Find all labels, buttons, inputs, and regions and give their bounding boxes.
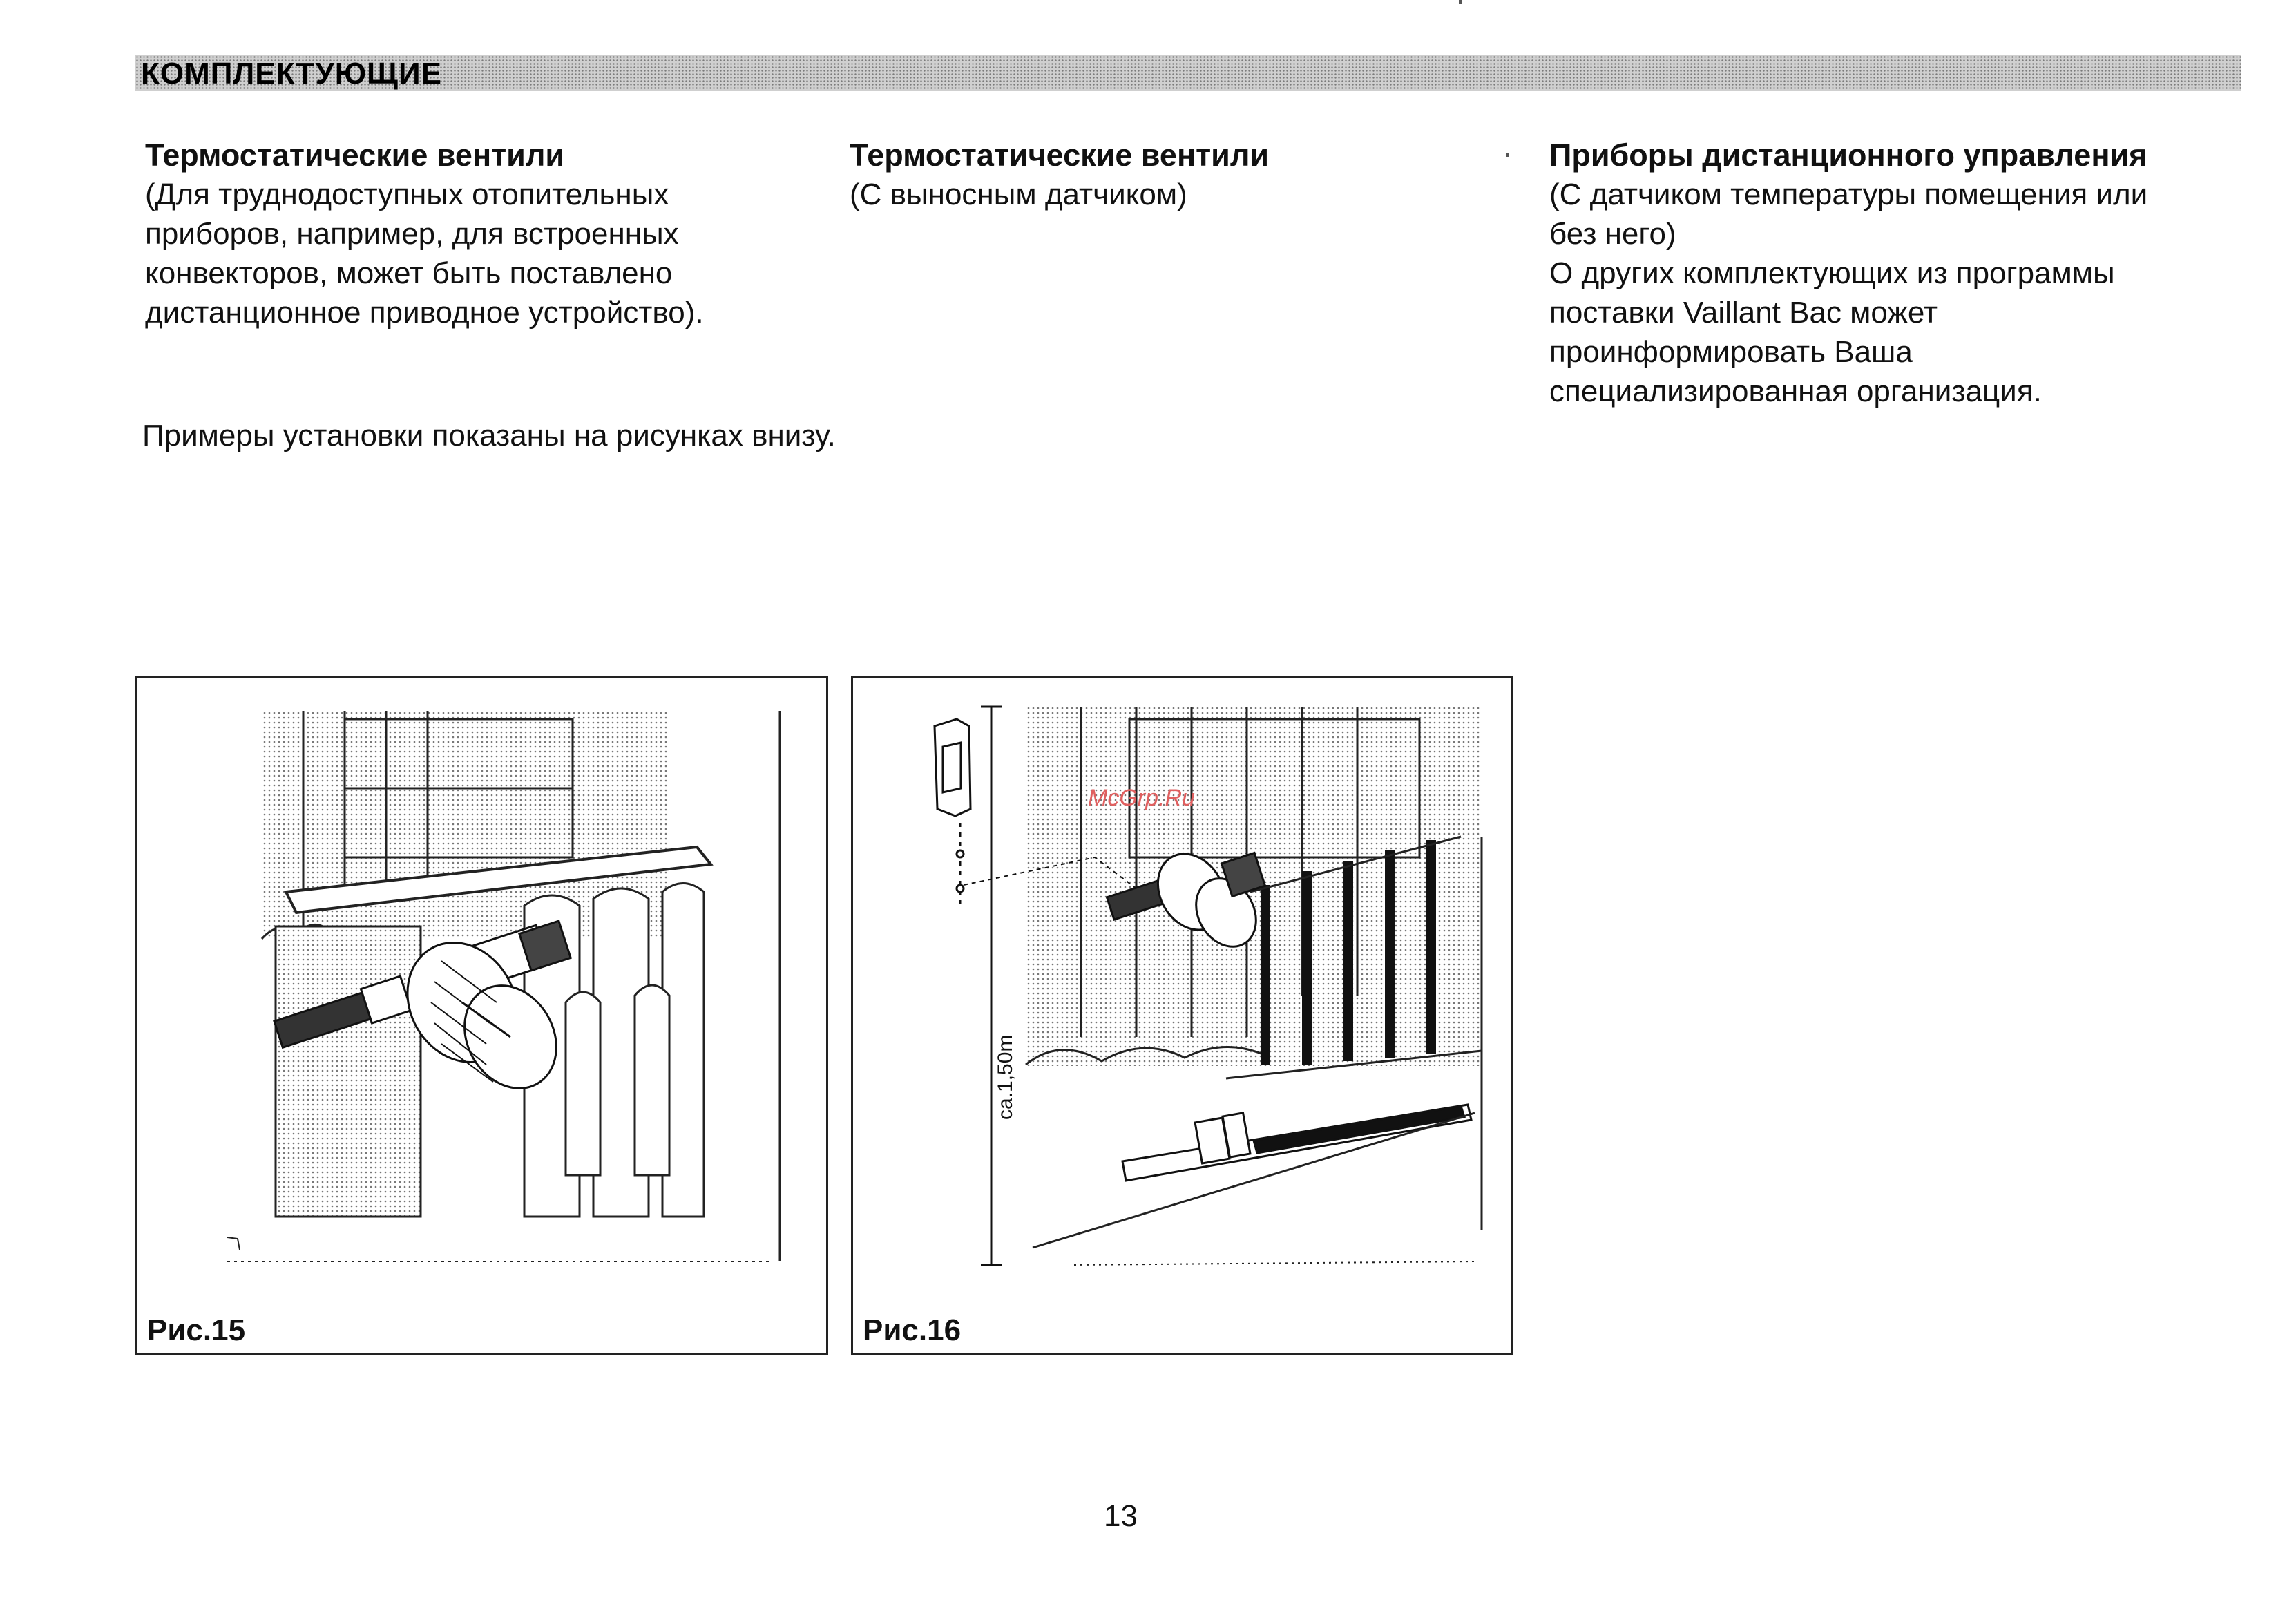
column-line: (С выносным датчиком) — [850, 178, 1187, 211]
column-remote-sensor-valves — [850, 135, 1471, 214]
scan-speck — [1459, 0, 1462, 4]
column-line: проинформировать Ваша — [1549, 335, 1913, 369]
dimension-label: ca.1,50m — [994, 1034, 1017, 1120]
column-line: приборов, например, для встроенных — [145, 217, 679, 251]
column-heading: Термостатические вентили — [145, 137, 565, 173]
figure-caption: Рис.16 — [863, 1313, 962, 1347]
figure-16 — [851, 676, 1513, 1355]
dimension-line — [981, 707, 1002, 1265]
column-line: О других комплектующих из программы — [1549, 256, 2115, 290]
bottom-pipe — [1122, 1105, 1471, 1181]
column-remote-control — [1549, 135, 2240, 411]
page-number: 13 — [1104, 1499, 1138, 1533]
scan-speck — [1506, 153, 1509, 157]
figure-caption: Рис.15 — [147, 1313, 246, 1347]
remote-sensor-illustration — [853, 678, 1511, 1353]
column-thermostatic-valves — [145, 135, 794, 332]
examples-note: Примеры установки показаны на рисунках внизу. — [142, 419, 836, 453]
section-header-band — [135, 55, 2241, 91]
radiator-valve-illustration — [137, 678, 826, 1353]
figure-15 — [135, 676, 828, 1355]
column-line: поставки Vaillant Вас может — [1549, 296, 1938, 330]
column-line: конвекторов, может быть поставлено — [145, 256, 673, 290]
column-line: (С датчиком температуры помещения или — [1549, 178, 2148, 211]
column-line: (Для труднодоступных отопительных — [145, 178, 669, 211]
watermark: McGrp.Ru — [1088, 785, 1195, 811]
section-title: КОМПЛЕКТУЮЩИЕ — [141, 57, 442, 91]
remote-sensor — [935, 719, 970, 906]
column-line: дистанционное приводное устройство). — [145, 296, 704, 330]
column-line: специализированная организация. — [1549, 374, 2042, 408]
column-heading: Приборы дистанционного управления — [1549, 137, 2147, 173]
column-line: без него) — [1549, 217, 1676, 251]
column-heading: Термостатические вентили — [850, 137, 1270, 173]
